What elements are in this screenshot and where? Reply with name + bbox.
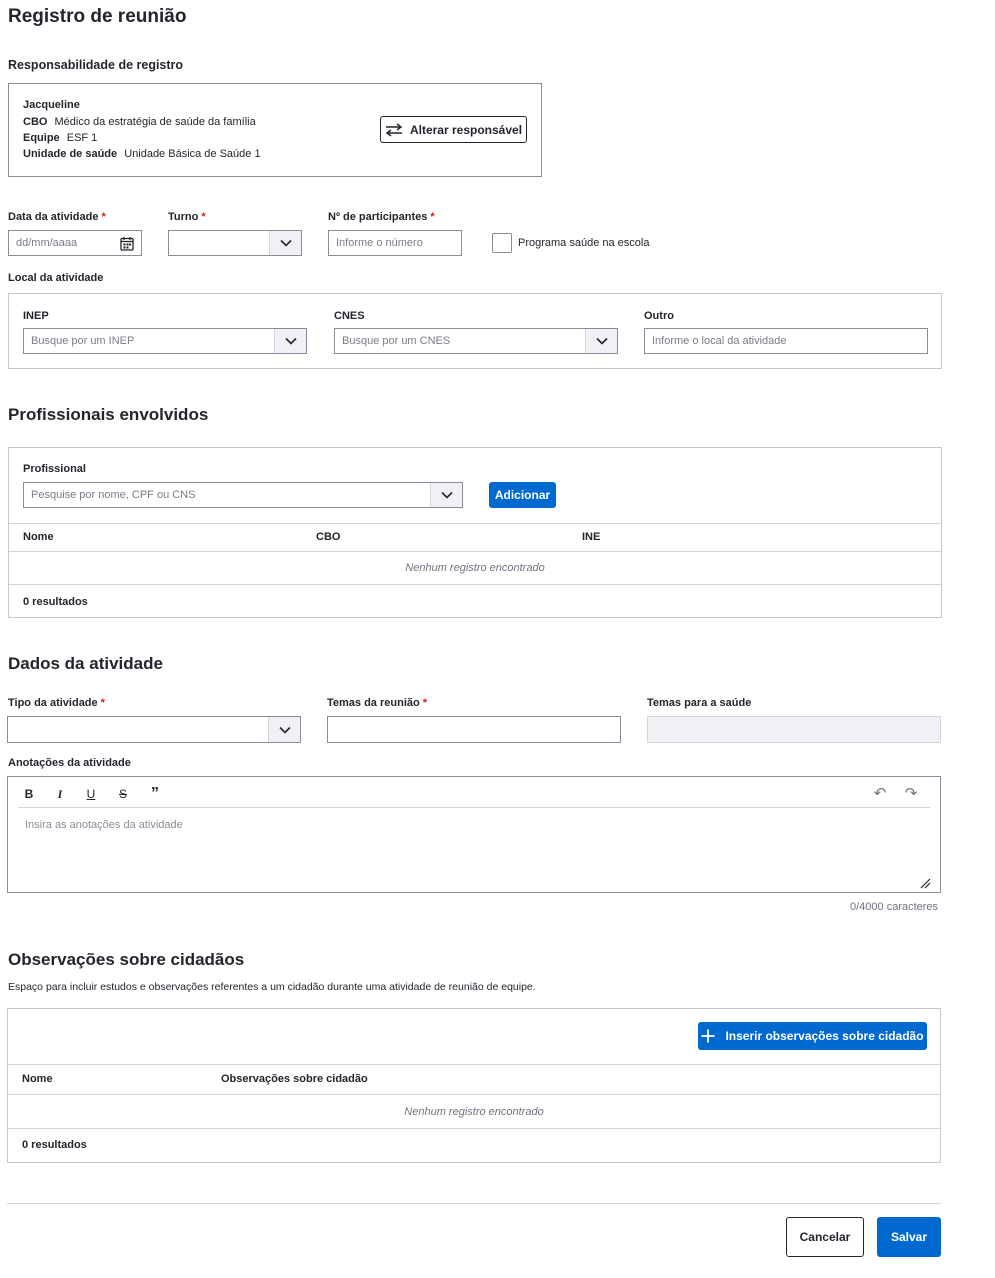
unit-row [23, 148, 261, 160]
notes-label: Anotações da atividade [8, 757, 131, 769]
insert-citizen-notes-label: Inserir observações sobre cidadão [725, 1029, 924, 1043]
professionals-empty-text: Nenhum registro encontrado [405, 562, 545, 574]
participants-input[interactable]: Informe o número [328, 230, 462, 256]
divider [8, 1094, 940, 1095]
swap-icon [385, 123, 403, 137]
undo-icon[interactable]: ↶ [873, 785, 887, 802]
save-button[interactable]: Salvar [877, 1217, 941, 1257]
calendar-icon[interactable] [113, 236, 141, 251]
toolbar-divider [18, 807, 930, 808]
other-label: Outro [644, 310, 674, 322]
add-professional-button[interactable]: Adicionar [489, 482, 556, 508]
activity-data-title: Dados da atividade [8, 654, 163, 673]
professional-placeholder: Pesquise por nome, CPF ou CNS [31, 489, 196, 501]
citizen-notes-empty-text: Nenhum registro encontrado [404, 1106, 544, 1118]
shift-label: Turno * [168, 211, 206, 223]
location-card [8, 293, 942, 369]
notes-placeholder: Insira as anotações da atividade [25, 819, 183, 831]
plus-icon [701, 1029, 715, 1043]
notes-editor[interactable] [7, 776, 941, 893]
participants-label: Nº de participantes * [328, 211, 435, 223]
unit-value: Unidade Básica de Saúde 1 [124, 148, 261, 160]
citizen-notes-title: Observações sobre cidadãos [8, 950, 245, 969]
responsibility-section-title: Responsabilidade de registro [8, 58, 184, 72]
inep-select[interactable] [23, 328, 307, 354]
bold-button[interactable]: B [24, 787, 34, 801]
other-location-input[interactable]: Informe o local da atividade [644, 328, 928, 354]
quote-button[interactable]: ” [151, 785, 159, 802]
redo-icon[interactable]: ↷ [904, 785, 918, 802]
cbo-row [23, 116, 256, 128]
insert-citizen-notes-button[interactable] [698, 1022, 927, 1050]
cbo-value: Médico da estratégia de saúde da família [54, 116, 256, 128]
responsible-name: Jacqueline [23, 99, 80, 111]
chevron-down-icon [274, 329, 306, 353]
divider [8, 1128, 940, 1129]
chevron-down-icon [268, 717, 300, 742]
team-label: Equipe [23, 132, 60, 144]
citizen-notes-description: Espaço para incluir estudos e observações referentes a um cidadão durante uma atividade de reunião de equipe. [8, 981, 536, 993]
cnes-placeholder: Busque por um CNES [342, 335, 451, 347]
professionals-card [8, 447, 942, 618]
meeting-themes-select[interactable] [327, 716, 621, 743]
meeting-themes-label: Temas da reunião * [327, 697, 427, 709]
notes-char-count: 0/4000 caracteres [850, 901, 939, 913]
divider [9, 551, 941, 552]
page-title: Registro de reunião [8, 6, 187, 27]
professionals-title: Profissionais envolvidos [8, 405, 209, 424]
shift-select[interactable] [168, 230, 302, 256]
divider [9, 523, 941, 524]
date-label: Data da atividade * [8, 211, 106, 223]
professional-label: Profissional [23, 463, 86, 475]
health-themes-label: Temas para a saúde [647, 697, 752, 709]
pse-checkbox[interactable] [492, 233, 512, 253]
chevron-down-icon [585, 329, 617, 353]
underline-button[interactable]: U [86, 787, 96, 801]
responsibility-card [8, 83, 542, 177]
chevron-down-icon [269, 231, 301, 255]
column-header-cbo[interactable]: CBO [316, 531, 341, 543]
column-header-ine[interactable]: INE [582, 531, 601, 543]
professionals-results-count: 0 resultados [23, 596, 88, 608]
cancel-button[interactable]: Cancelar [786, 1217, 864, 1257]
health-themes-select [647, 716, 941, 743]
activity-type-label: Tipo da atividade * [8, 697, 105, 709]
pse-label: Programa saúde na escola [518, 237, 650, 249]
citizen-notes-card [7, 1008, 941, 1163]
italic-button[interactable]: I [57, 787, 63, 801]
divider [9, 584, 941, 585]
inep-label: INEP [23, 310, 49, 322]
chevron-down-icon [430, 483, 462, 507]
column-header-name[interactable]: Nome [22, 1073, 53, 1085]
activity-type-select[interactable] [7, 716, 301, 743]
change-responsible-button[interactable] [380, 116, 527, 143]
cbo-label: CBO [23, 116, 48, 128]
date-placeholder: dd/mm/aaaa [16, 237, 78, 249]
footer-divider [7, 1203, 941, 1204]
cnes-label: CNES [334, 310, 365, 322]
date-input[interactable] [8, 230, 142, 256]
column-header-citizen-notes[interactable]: Observações sobre cidadão [221, 1073, 368, 1085]
resize-handle-icon[interactable] [919, 877, 931, 889]
cnes-select[interactable] [334, 328, 618, 354]
professional-select[interactable] [23, 482, 463, 508]
column-header-name[interactable]: Nome [23, 531, 54, 543]
citizen-notes-results-count: 0 resultados [22, 1139, 87, 1151]
inep-placeholder: Busque por um INEP [31, 335, 135, 347]
change-responsible-label: Alterar responsável [409, 122, 523, 137]
location-label: Local da atividade [8, 272, 104, 284]
team-value: ESF 1 [66, 132, 98, 144]
divider [8, 1064, 940, 1065]
team-row [23, 132, 97, 144]
strikethrough-button[interactable]: S [118, 787, 127, 801]
unit-label: Unidade de saúde [23, 148, 118, 160]
